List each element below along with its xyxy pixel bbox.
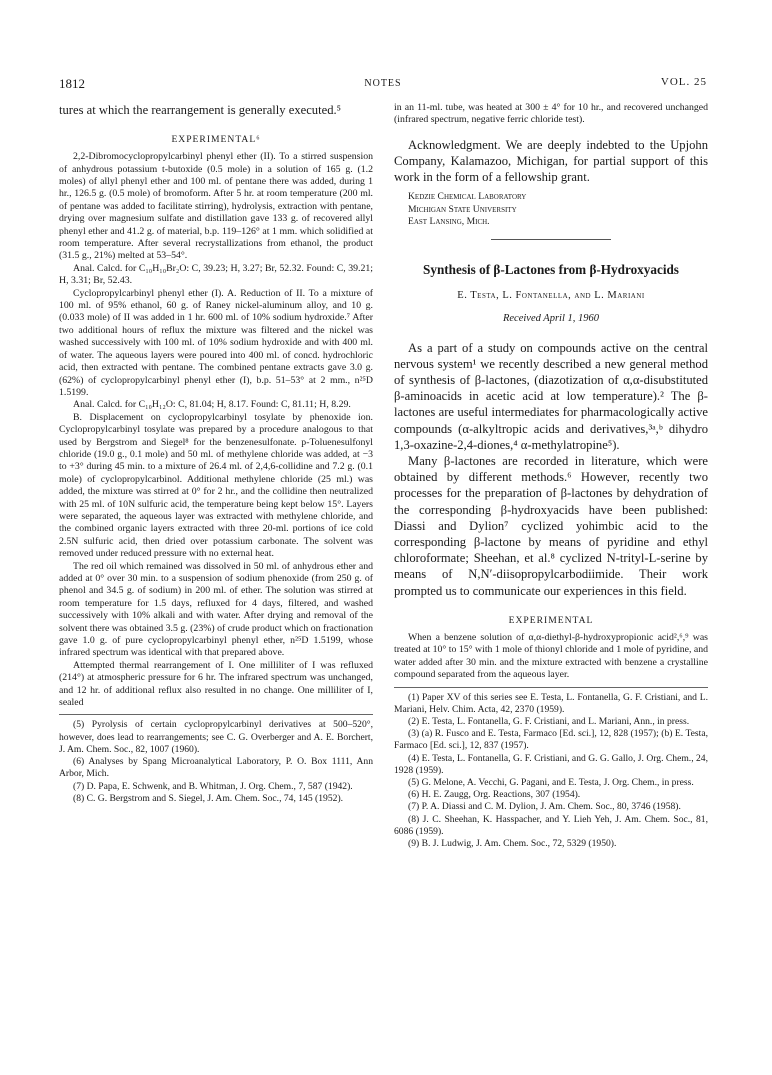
footnote: (7) D. Papa, E. Schwenk, and B. Whitman, J. Org. Chem., 7, 587 (1942). bbox=[73, 780, 353, 792]
footnote: (6) Analyses by Spang Microanalytical Laboratory, P. O. Box 1111, Ann Arbor, Mich. bbox=[59, 756, 373, 780]
body-paragraph: Anal. Calcd. for C₁₀H₁₂O: C, 81.04; H, 8.17. Found: C, 81.11; H, 8.29. bbox=[73, 399, 351, 411]
footnote: (5) Pyrolysis of certain cyclopropylcarbinyl derivatives at 500–520°, however, does lead to rearrangements; see C. G. Overberger and A. E. Borchert, J. Am. Chem. Soc., 82, 1007 (1960). bbox=[59, 719, 373, 755]
intro-continuation: tures at which the rearrangement is generally executed.⁵ bbox=[59, 103, 342, 117]
continued-paragraph: in an 11-ml. tube, was heated at 300 ± 4° for 10 hr., and recovered unchanged (infrared spectrum, negative ferric chloride test). bbox=[394, 102, 708, 126]
article-title: Synthesis of β-Lactones from β-Hydroxyacids bbox=[423, 261, 679, 277]
address-line: Kedzie Chemical Laboratory bbox=[408, 191, 527, 203]
left-column bbox=[59, 102, 373, 805]
footnote-divider bbox=[59, 714, 373, 715]
body-paragraph: The red oil which remained was dissolved in 50 ml. of anhydrous ether and added at 0° over 30 min. to a suspension of sodium phenoxide (from 250 g. of phenol and 34.5 g. of sodium) in 200 ml. of ether. The solution was stirred at room temperature for 1.5 days, refluxed for 4 days, filtered, and washed successively with 10% alkali and with water. After drying and removal of the solvent there was obtained 3.5 g. (23%) of crude product which on fractionation gave 1.0 g. of pure cyclopropylcarbinyl phenyl ether, n²⁵D 1.5199, whose infrared spectrum was identical with that prepared above. bbox=[59, 560, 373, 659]
body-paragraph: 2,2-Dibromocyclopropylcarbinyl phenyl ether (II). To a stirred suspension of anhydrous potassium t-butoxide (0.5 mole) in a solution of 165 g. (1.2 moles) of allyl phenyl ether and 100 ml. of pentane there was added, during 1 hr., 126.5 g. (0.5 mole) of bromoform. After 5 hr. at room temperature (200 ml. of pentane was added to facilitate stirring), hydrolysis, extraction with pentane, drying over magnesium sulfate and distillation gave 133 g. of recovered allyl phenyl ether and 41.2 g. of material, b.p. 119–126° at 1 mm. which solidified at room temperature. After several recrystallizations from ethanol, the product (31.5 g., 21%) melted at 53–54°. bbox=[59, 151, 373, 262]
page-number: 1812 bbox=[59, 76, 85, 91]
body-paragraph: Attempted thermal rearrangement of I. One milliliter of I was refluxed (214°) at atmospheric pressure for 6 hr. The infrared spectrum was unchanged, and 12 hr. of additional reflux also resulted in no change. One milliliter of I, sealed bbox=[59, 659, 373, 709]
body-paragraph: When a benzene solution of α,α-diethyl-β-hydroxypropionic acid²,⁶,⁹ was treated at 10° to 15° with 1 mole of thionyl chloride and 1 mole of pyridine, and water added after 30 min. and the mixture extracted with benzene a crystalline compound separated from the aqueous layer. bbox=[394, 631, 708, 681]
footnote: (5) G. Melone, A. Vecchi, G. Pagani, and E. Testa, J. Org. Chem., in press. bbox=[408, 776, 694, 788]
footnote: (1) Paper XV of this series see E. Testa, L. Fontanella, G. F. Cristiani, and L. Mariani, Helv. Chim. Acta, 42, 2370 (1959). bbox=[394, 691, 708, 715]
address-line: Michigan State University bbox=[408, 203, 517, 215]
footnote: (7) P. A. Diassi and C. M. Dylion, J. Am. Chem. Soc., 80, 3746 (1958). bbox=[408, 801, 681, 813]
footnote: (8) J. C. Sheehan, K. Hasspacher, and Y. Lieh Yeh, J. Am. Chem. Soc., 81, 6086 (1959). bbox=[394, 813, 708, 837]
running-header bbox=[59, 76, 707, 92]
footnote: (3) (a) R. Fusco and E. Testa, Farmaco [Ed. sci.], 12, 828 (1957); (b) E. Testa, Farmaco [Ed. sci.], 12, 837 (1957). bbox=[394, 728, 708, 752]
body-paragraph: Many β-lactones are recorded in literature, which were obtained by different methods.⁶ However, recently two processes for the preparation of β-lactones by dehydration of the corresponding β-hydroxyacids have been published: Diassi and Dylion⁷ cyclized yohimbic acid to the corresponding β-lactone by means of pyridine and ethyl chloroformate; Sheehan, et al.⁸ cyclized N-trityl-L-serine by means of N,N′-diisopropylcarbodiimide. Their work prompted us to communicate our experiences in this field. bbox=[394, 454, 708, 598]
footnote-divider bbox=[394, 687, 708, 688]
body-paragraph: Cyclopropylcarbinyl phenyl ether (I). A. Reduction of II. To a mixture of 100 ml. of 95% ethanol, 60 g. of Raney nickel-aluminum alloy, and 10 g. (0.033 mole) of II was added in 1 hr. 600 ml. of 10% sodium hydroxide.⁷ After two additional hours of reflux the mixture was filtered and the nickel was washed successively with 100 ml. of 10% sodium hydroxide and with 400 ml. of water. The aqueous layers were poured into 400 ml. of concd. hydrochloric acid, then extracted with pentane. The combined pentane extracts gave 3.0 g. (62%) of cyclopropylcarbinyl phenyl ether (I), b.p. 51–53° at 2 mm., n²⁵D 1.5199. bbox=[59, 287, 373, 398]
body-paragraph: Anal. Calcd. for C₁₀H₁₀Br₂O: C, 39.23; H, 3.27; Br, 52.32. Found: C, 39.21; H, 3.31; Br, 52.43. bbox=[59, 262, 373, 287]
author-address bbox=[394, 191, 708, 228]
body-paragraph: B. Displacement on cyclopropylcarbinyl tosylate by phenoxide ion. Cyclopropylcarbinyl tosylate was prepared by a procedure analogous to that used by Bergstrom and Siegel⁸ for the benzenesulfonate. p-Toluenesulfonyl chloride (19.0 g., 0.1 mole) and 50 ml. of methylene chloride was added, at −3 to +3° during 45 min. to a mixture of 26.4 ml. of 2,4,6-collidine and 7.2 g. (0.1 mole) of cyclopropylcarbinol. Additional methylene chloride (25 ml.) was added, the mixture was stirred at 0° for 2 hr., and the collidine then neutralized with 25 ml. of 10N sulfuric acid, the temperature being kept below 15°. Layers were separated, the aqueous layer was extracted with methylene chloride, and the combined organic layers extracted with three 20-ml. portions of ice cold 2.5N sulfuric acid, then dried over potassium carbonate. The solvent was removed under reduced pressure with no external heat. bbox=[59, 411, 373, 560]
experimental-heading: EXPERIMENTAL bbox=[508, 614, 594, 626]
footnote: (9) B. J. Ludwig, J. Am. Chem. Soc., 72, 5329 (1950). bbox=[408, 837, 617, 849]
article-authors: E. Testa, L. Fontanella, and L. Mariani bbox=[457, 289, 645, 301]
received-date: Received April 1, 1960 bbox=[502, 312, 600, 324]
experimental-heading: EXPERIMENTAL⁶ bbox=[171, 134, 261, 146]
footnote: (4) E. Testa, L. Fontanella, G. F. Cristiani, and G. G. Gallo, J. Org. Chem., 24, 1928 (1959). bbox=[394, 752, 708, 776]
section-label: NOTES bbox=[364, 78, 402, 89]
footnote: (2) E. Testa, L. Fontanella, G. F. Cristiani, and L. Mariani, Ann., in press. bbox=[408, 715, 690, 727]
body-paragraph: As a part of a study on compounds active on the central nervous system¹ we recently described a new general method of synthesis of β-lactones, (diazotization of α,α-disubstituted β-aminoacids in acetic acid at low temperature).² The β-lactones are useful intermediates for pharmacologically active compounds (α-alkyltropic acids and derivatives,³ᵃ,ᵇ dihydro 1,3-oxazine-2,4-diones,⁴ α-methylatropine⁵). bbox=[394, 340, 708, 452]
volume-label: VOL. 25 bbox=[660, 76, 707, 88]
right-column bbox=[394, 102, 708, 850]
footnote: (8) C. G. Bergstrom and S. Siegel, J. Am. Chem. Soc., 74, 145 (1952). bbox=[73, 792, 344, 804]
address-line: East Lansing, Mich. bbox=[408, 216, 490, 228]
article-divider bbox=[491, 239, 611, 240]
footnote: (6) H. E. Zaugg, Org. Reactions, 307 (1954). bbox=[408, 789, 581, 801]
acknowledgment: Acknowledgment. We are deeply indebted to the Upjohn Company, Kalamazoo, Michigan, for partial support of this work in the form of a fellowship grant. bbox=[394, 137, 708, 185]
